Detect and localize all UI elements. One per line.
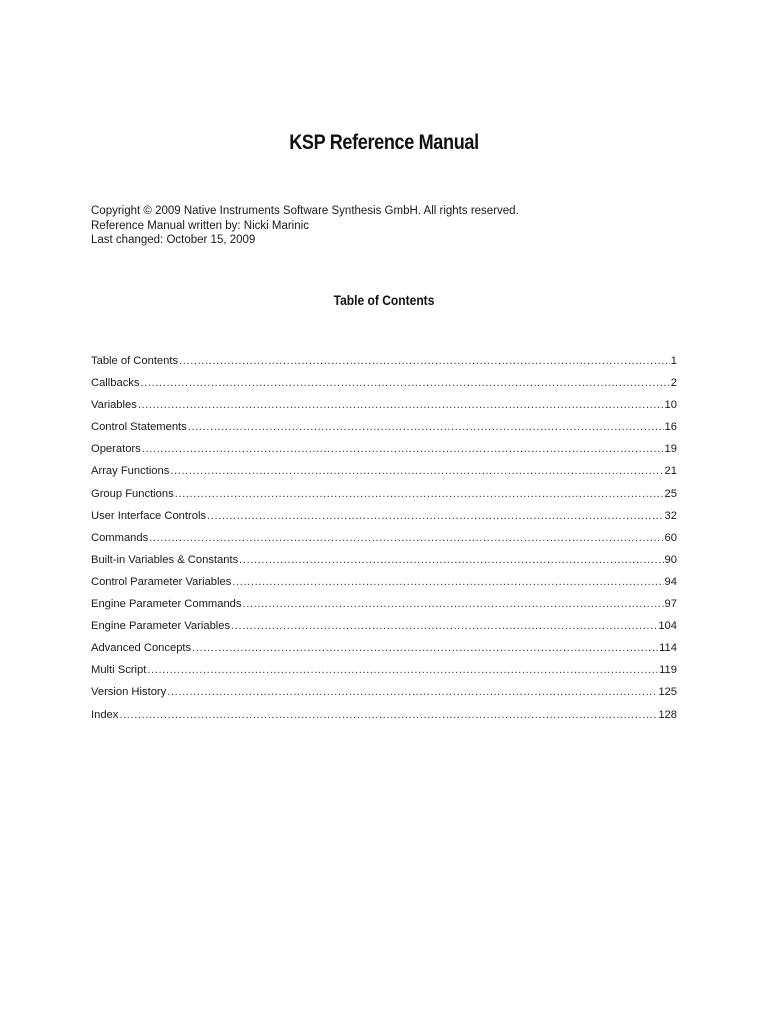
toc-entry-label: Group Functions [91,487,174,500]
copyright-line: Copyright © 2009 Native Instruments Software Synthesis GmbH. All rights reserved. [91,205,519,217]
toc-dot-leader [242,598,663,610]
toc-entry-page: 125 [658,686,677,699]
toc-entry[interactable] [91,488,677,510]
toc-dot-leader [232,576,663,588]
table-of-contents [91,355,677,731]
toc-entry-label: Multi Script [91,664,147,677]
toc-dot-leader [192,642,658,654]
toc-entry[interactable] [91,421,677,443]
toc-entry-page: 16 [664,421,677,434]
toc-entry-label: Operators [91,443,141,456]
toc-entry-label: Advanced Concepts [91,642,192,655]
toc-dot-leader [141,377,670,389]
toc-entry-label: Version History [91,686,167,699]
toc-dot-leader [179,355,670,367]
toc-entry[interactable] [91,399,677,421]
toc-dot-leader [142,443,664,455]
toc-dot-leader [207,510,664,522]
toc-entry-label: Variables [91,399,137,412]
toc-dot-leader [147,664,658,676]
toc-entry-page: 19 [664,443,677,456]
document-title: KSP Reference Manual [289,131,479,154]
toc-entry-page: 104 [658,620,677,633]
toc-entry[interactable] [91,620,677,642]
toc-entry-label: Array Functions [91,465,170,478]
document-metadata [91,204,519,248]
toc-entry-page: 10 [664,399,677,412]
toc-entry-label: Table of Contents [91,355,179,367]
toc-entry[interactable] [91,576,677,598]
toc-entry-page: 60 [664,531,677,544]
toc-entry[interactable] [91,686,677,708]
toc-dot-leader [170,465,663,477]
toc-entry[interactable] [91,465,677,487]
toc-entry-page: 119 [659,664,677,677]
toc-entry-page: 1 [670,355,677,367]
toc-entry[interactable] [91,510,677,532]
toc-dot-leader [239,554,663,566]
toc-entry[interactable] [91,443,677,465]
toc-entry-page: 94 [664,575,677,588]
toc-dot-leader [149,532,663,544]
toc-dot-leader [138,399,664,411]
toc-entry-label: Engine Parameter Variables [91,620,231,633]
toc-entry[interactable] [91,664,677,686]
toc-entry[interactable] [91,598,677,620]
toc-entry[interactable] [91,642,677,664]
toc-entry-page: 114 [659,642,677,655]
toc-dot-leader [231,620,657,632]
author-line: Reference Manual written by: Nicki Marinic [91,219,309,232]
toc-entry-page: 32 [664,509,677,522]
toc-entry-label: Index [91,708,119,721]
toc-entry-label: Commands [91,531,149,544]
toc-entry-page: 25 [664,487,677,500]
toc-entry[interactable] [91,554,677,576]
toc-entry[interactable] [91,377,677,399]
toc-dot-leader [167,686,657,698]
toc-dot-leader [119,709,657,721]
toc-entry-page: 21 [664,465,677,478]
toc-entry-label: User Interface Controls [91,509,207,522]
toc-entry-label: Control Statements [91,421,187,434]
toc-entry[interactable] [91,532,677,554]
toc-entry-label: Built-in Variables & Constants [91,553,239,566]
toc-entry-label: Callbacks [91,377,140,390]
toc-dot-leader [188,421,664,433]
toc-dot-leader [175,488,664,500]
toc-entry-page: 128 [658,708,677,721]
toc-entry[interactable] [91,355,677,377]
toc-entry-label: Control Parameter Variables [91,575,232,588]
toc-entry-page: 97 [664,598,677,611]
toc-entry-page: 2 [670,377,677,390]
toc-entry-label: Engine Parameter Commands [91,598,242,611]
toc-heading: Table of Contents [333,292,435,308]
last-changed-line: Last changed: October 15, 2009 [91,234,256,246]
toc-entry[interactable] [91,709,677,731]
toc-entry-page: 90 [664,553,677,566]
